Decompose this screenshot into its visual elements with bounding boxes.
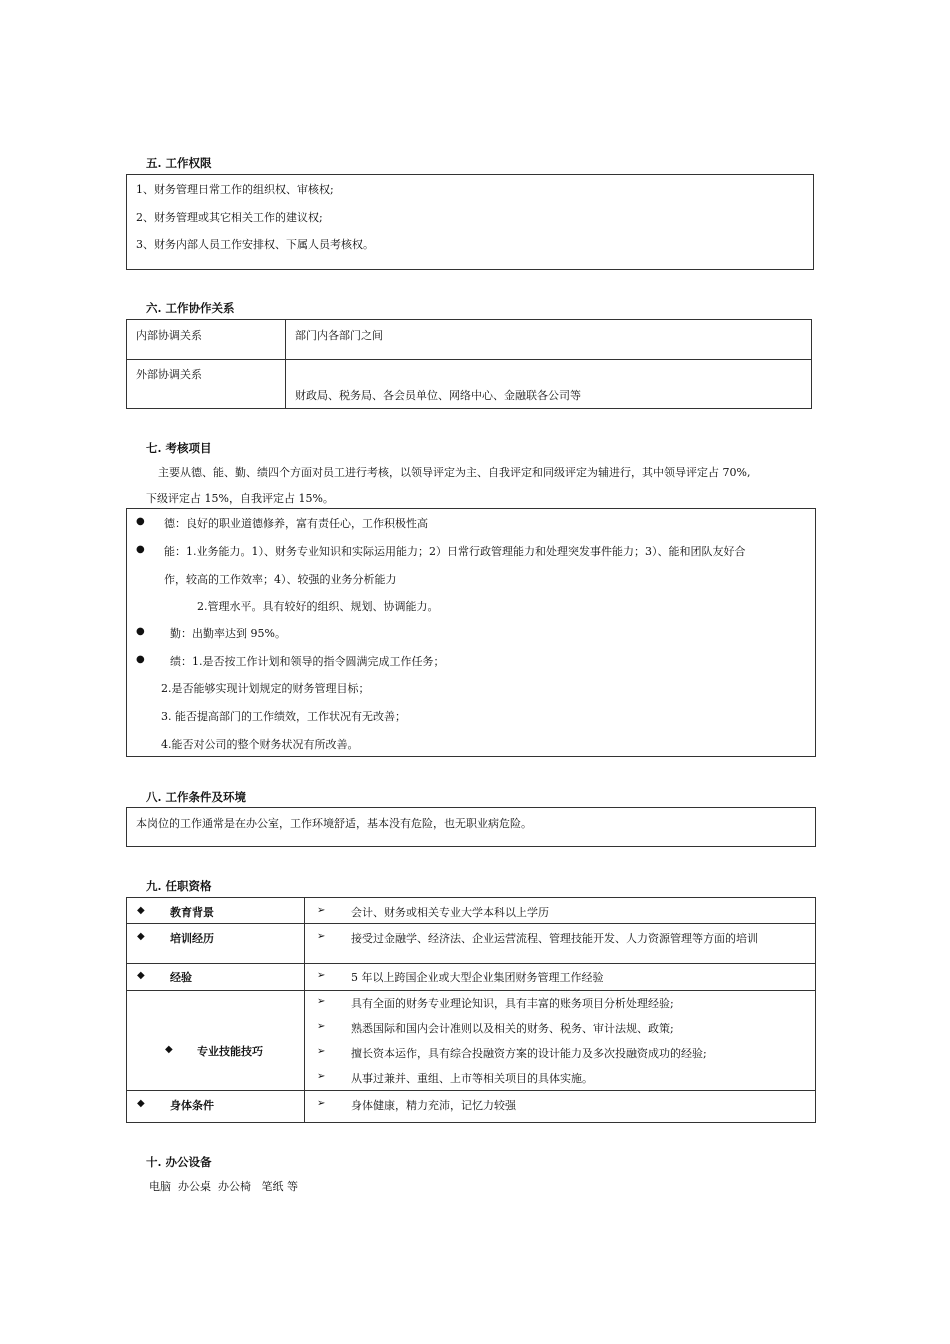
section-5-title: 五. 工作权限 <box>146 156 212 170</box>
qualification-table <box>126 897 816 1123</box>
skills-item-2: 熟悉国际和国内会计准则以及相关的财务、税务、审计法规、政策; <box>351 1022 674 1035</box>
row-divider <box>127 990 815 991</box>
assessment-intro-2: 下级评定占 15%，自我评定占 15%。 <box>146 492 334 505</box>
table-row <box>127 360 812 409</box>
assessment-qin: 勤：出勤率达到 95%。 <box>170 627 286 640</box>
assessment-neng-2: 2.管理水平。具有较好的组织、规划、协调能力。 <box>197 600 439 613</box>
diamond-icon: ◆ <box>137 931 145 942</box>
authority-item-1: 1、财务管理日常工作的组织权、审核权; <box>136 183 334 196</box>
diamond-icon: ◆ <box>137 970 145 981</box>
assessment-de: 德：良好的职业道德修养，富有责任心，工作积极性高 <box>164 517 428 530</box>
cooperation-table <box>126 319 812 409</box>
work-authority-box <box>126 174 814 270</box>
section-10-title: 十. 办公设备 <box>146 1155 212 1169</box>
section-6-title: 六. 工作协作关系 <box>146 301 235 315</box>
assessment-box <box>126 508 816 757</box>
education-label: 教育背景 <box>170 906 214 919</box>
health-label: 身体条件 <box>170 1099 214 1112</box>
experience-label: 经验 <box>170 971 192 984</box>
office-equipment-text: 电脑 办公桌 办公椅 笔纸 等 <box>149 1180 298 1193</box>
diamond-icon: ◆ <box>165 1044 173 1055</box>
assessment-ji: 绩：1.是否按工作计划和领导的指令圆满完成工作任务； <box>170 655 445 668</box>
health-item: 身体健康，精力充沛，记忆力较强 <box>351 1099 516 1112</box>
section-8-title: 八. 工作条件及环境 <box>146 790 247 804</box>
arrow-icon: ➢ <box>317 1021 326 1032</box>
experience-item: 5 年以上跨国企业或大型企业集团财务管理工作经验 <box>351 971 604 984</box>
bullet-icon: ● <box>136 516 145 527</box>
bullet-icon: ● <box>136 544 145 555</box>
assessment-ji-3: 3. 能否提高部门的工作绩效，工作状况有无改善； <box>161 710 406 723</box>
assessment-ji-4: 4.能否对公司的整个财务状况有所改善。 <box>161 738 359 751</box>
assessment-intro-1: 主要从德、能、勤、绩四个方面对员工进行考核，以领导评定为主、自我评定和同级评定为辅进行，其中领导评定占 70%, <box>158 466 751 479</box>
training-label: 培训经历 <box>170 932 214 945</box>
skills-item-4: 从事过兼并、重组、上市等相关项目的具体实施。 <box>351 1072 593 1085</box>
section-9-title: 九. 任职资格 <box>146 879 212 893</box>
skills-item-1: 具有全面的财务专业理论知识，具有丰富的账务项目分析处理经验; <box>351 997 674 1010</box>
row-divider <box>127 923 815 924</box>
arrow-icon: ➢ <box>317 1098 326 1109</box>
internal-label: 内部协调关系 <box>127 320 286 360</box>
external-value: 财政局、税务局、各会员单位、网络中心、金融联各公司等 <box>286 360 812 409</box>
arrow-icon: ➢ <box>317 1046 326 1057</box>
arrow-icon: ➢ <box>317 905 326 916</box>
bullet-icon: ● <box>136 626 145 637</box>
external-label: 外部协调关系 <box>127 360 286 409</box>
education-item: 会计、财务或相关专业大学本科以上学历 <box>351 906 549 919</box>
assessment-neng: 能：1.业务能力。1）、财务专业知识和实际运用能力；2）日常行政管理能力和处理突发事件能力；3）、能和团队友好合 <box>164 545 746 558</box>
skills-item-3: 擅长资本运作，具有综合投融资方案的设计能力及多次投融资成功的经验; <box>351 1047 707 1060</box>
training-item: 接受过金融学、经济法、企业运营流程、管理技能开发、人力资源管理等方面的培训 <box>351 932 758 945</box>
assessment-neng-cont: 作，较高的工作效率；4）、较强的业务分析能力 <box>164 573 397 586</box>
arrow-icon: ➢ <box>317 970 326 981</box>
section-7-title: 七. 考核项目 <box>146 441 212 455</box>
work-environment-box <box>126 807 816 847</box>
skills-label: 专业技能技巧 <box>197 1045 263 1058</box>
table-row <box>127 320 812 360</box>
assessment-ji-2: 2.是否能够实现计划规定的财务管理目标； <box>161 682 370 695</box>
diamond-icon: ◆ <box>137 1098 145 1109</box>
work-environment-text: 本岗位的工作通常是在办公室，工作环境舒适，基本没有危险，也无职业病危险。 <box>136 817 532 830</box>
arrow-icon: ➢ <box>317 931 326 942</box>
authority-item-3: 3、财务内部人员工作安排权、下属人员考核权。 <box>136 238 374 251</box>
row-divider <box>127 1090 815 1091</box>
internal-value: 部门内各部门之间 <box>286 320 812 360</box>
bullet-icon: ● <box>136 654 145 665</box>
row-divider <box>127 963 815 964</box>
authority-item-2: 2、财务管理或其它相关工作的建议权; <box>136 211 323 224</box>
diamond-icon: ◆ <box>137 905 145 916</box>
arrow-icon: ➢ <box>317 996 326 1007</box>
arrow-icon: ➢ <box>317 1071 326 1082</box>
